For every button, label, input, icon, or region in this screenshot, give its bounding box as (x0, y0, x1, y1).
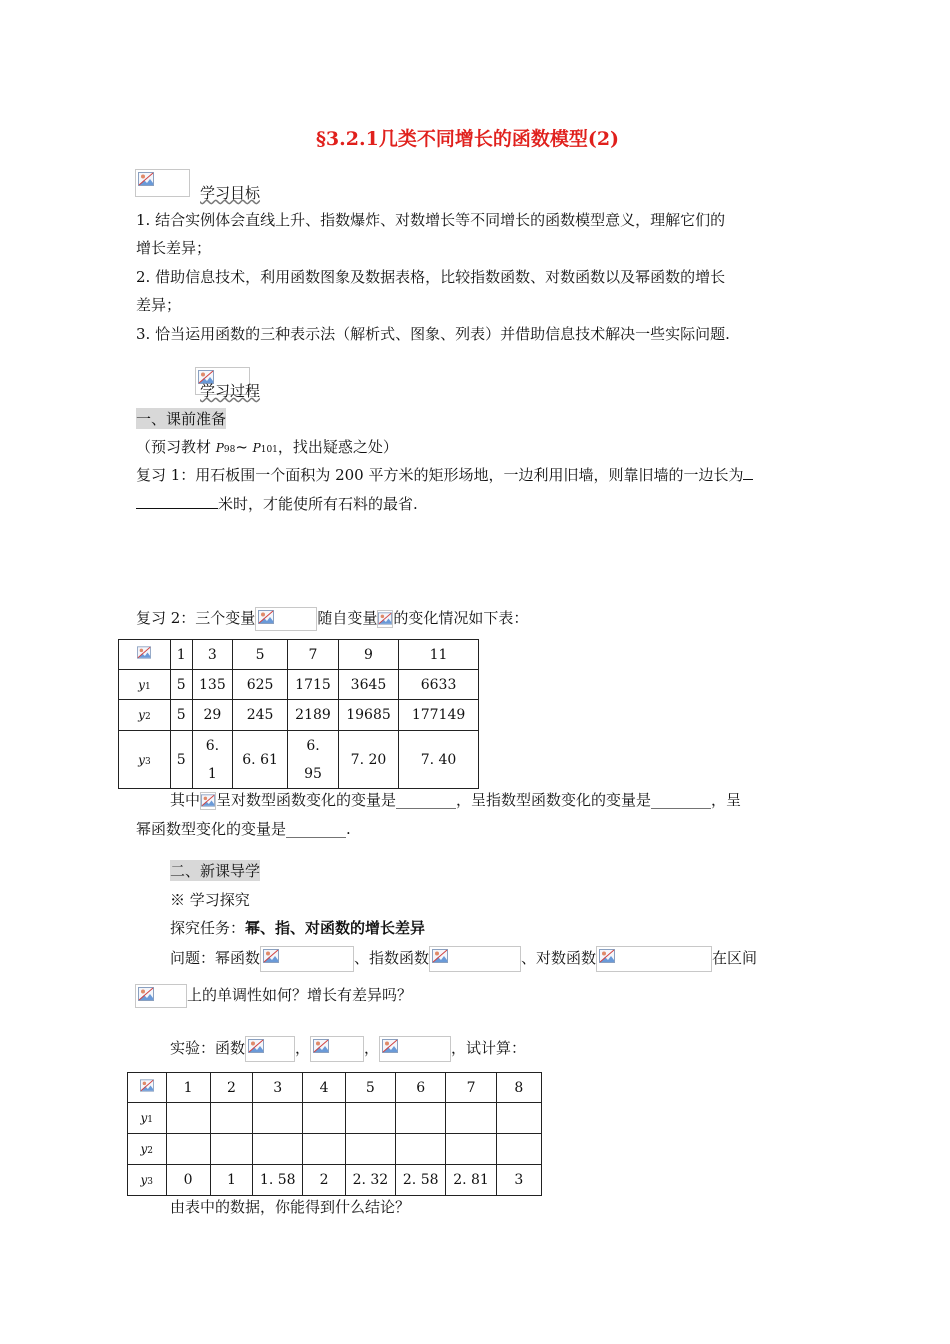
broken-image-icon (378, 612, 392, 625)
question-d: 在区间 (712, 949, 758, 967)
review1-line (136, 464, 753, 485)
table-cell: 0 (166, 1165, 210, 1196)
table-header-cell: 1 (170, 640, 192, 670)
experiment-line (170, 1036, 526, 1062)
page-title: §3.2.1几类不同增长的函数模型(2) (316, 128, 620, 150)
preview-suffix: ，找出疑惑之处） (277, 438, 398, 456)
preview-page-start: 98 (223, 445, 236, 455)
table-cell: 5 (170, 670, 192, 700)
preview-prefix: （预习教材 (136, 438, 216, 456)
question-line (170, 946, 757, 972)
table-cell: 3645 (338, 670, 398, 700)
table-header-cell: 11 (399, 640, 479, 670)
broken-image-icon (432, 949, 448, 963)
image-placeholder (245, 1036, 295, 1062)
table-corner-cell (119, 640, 171, 670)
row-label-sub: 1 (147, 1115, 153, 1125)
table-cell[interactable] (446, 1103, 496, 1134)
table-row (119, 700, 479, 731)
image-placeholder (596, 946, 712, 972)
table-cell: 1. 58 (253, 1165, 303, 1196)
row-label (119, 670, 171, 700)
table-cell: 6. 1 (192, 731, 232, 789)
table-cell: 6633 (399, 670, 479, 700)
table-cell: 6. 61 (233, 731, 288, 789)
review1-line (136, 493, 418, 514)
broken-image-icon (248, 1039, 264, 1053)
conclusion-line: 幂函数型变化的变量是________. (136, 820, 351, 838)
table-header-cell: 7 (288, 640, 339, 670)
review2-suffix: 的变化情况如下表： (393, 609, 529, 627)
data-table-2 (127, 1072, 542, 1196)
table-cell: 2. 32 (345, 1165, 395, 1196)
table-cell: 135 (192, 670, 232, 700)
row-label-var: y (138, 677, 145, 692)
goal-line: 3. 恰当运用函数的三种表示法（解析式、图象、列表）并借助信息技术解决一些实际问题. (136, 325, 730, 343)
review1-text: 复习 1：用石板围一个面积为 200 平方米的矩形场地，一边利用旧墙，则靠旧墙的一边长为 (136, 466, 744, 484)
table-corner-cell (128, 1073, 167, 1103)
table-header-cell: 3 (253, 1073, 303, 1103)
preview-page-end: 101 (260, 445, 278, 455)
broken-image-icon (140, 1079, 154, 1092)
broken-image-icon (138, 172, 154, 186)
table-cell[interactable] (446, 1134, 496, 1165)
broken-image-icon (599, 949, 615, 963)
broken-image-icon (313, 1039, 329, 1053)
table-cell: 2. 81 (446, 1165, 496, 1196)
row-label-var: y (140, 1111, 148, 1125)
conclusion-line (170, 789, 741, 810)
broken-image-icon (382, 1039, 398, 1053)
table-cell: 177149 (399, 700, 479, 731)
table-header-cell: 2 (210, 1073, 252, 1103)
table-header-cell: 5 (345, 1073, 395, 1103)
table-cell: 625 (233, 670, 288, 700)
table-cell[interactable] (396, 1134, 446, 1165)
table-cell[interactable] (496, 1103, 541, 1134)
question-line (135, 984, 412, 1008)
question-c: 、对数函数 (521, 949, 597, 967)
review2-prefix: 复习 2：三个变量 (136, 609, 256, 627)
table-header-cell: 9 (338, 640, 398, 670)
goal-line: 增长差异； (136, 239, 212, 257)
image-placeholder (135, 169, 190, 197)
table-row (128, 1103, 542, 1134)
table-cell: 2189 (288, 700, 339, 731)
table-header-cell: 3 (192, 640, 232, 670)
row-label (128, 1103, 167, 1134)
question-a: 问题：幂函数 (170, 949, 261, 967)
table-row (119, 731, 479, 789)
preview-page: P (252, 441, 261, 455)
preview-sep: ~ (235, 438, 253, 456)
goal-line: 1. 结合实例体会直线上升、指数爆炸、对数增长等不同增长的函数模型意义，理解它们的 (136, 211, 726, 229)
experiment-a: 实验：函数 (170, 1039, 246, 1057)
table-cell[interactable] (166, 1103, 210, 1134)
experiment-sep: ， (295, 1039, 311, 1057)
image-placeholder (377, 610, 393, 628)
broken-image-icon (138, 987, 154, 1001)
broken-image-icon (201, 794, 215, 807)
table-cell: 19685 (338, 700, 398, 731)
table-cell: 6. 95 (288, 731, 339, 789)
row-label-sub: 3 (147, 1177, 153, 1187)
table-cell: 245 (233, 700, 288, 731)
row-label-var: y (140, 1142, 148, 1156)
table-cell[interactable] (303, 1134, 345, 1165)
table-cell: 7. 20 (338, 731, 398, 789)
row-label-sub: 2 (144, 712, 151, 722)
data-table-1 (118, 639, 479, 789)
table-cell[interactable] (345, 1134, 395, 1165)
table-row (128, 1165, 542, 1196)
row-label-var: y (138, 708, 145, 722)
review2-middle: 随自变量 (317, 609, 378, 627)
experiment-sep: ， (364, 1039, 380, 1057)
table-cell: 1715 (288, 670, 339, 700)
table-header-cell: 1 (166, 1073, 210, 1103)
table-cell: 7. 40 (399, 731, 479, 789)
table-cell[interactable] (345, 1103, 395, 1134)
table-header-cell: 7 (446, 1073, 496, 1103)
preview-line (136, 436, 398, 457)
question-e: 上的单调性如何？增长有差异吗？ (187, 986, 413, 1004)
table-cell: 5 (170, 700, 192, 731)
table-cell[interactable] (210, 1103, 252, 1134)
broken-image-icon (258, 610, 274, 624)
table-cell[interactable] (496, 1134, 541, 1165)
question-b: 、指数函数 (354, 949, 430, 967)
task-line (170, 917, 425, 938)
table-cell[interactable] (166, 1134, 210, 1165)
task-prefix: 探究任务： (170, 919, 246, 937)
review1-text: 米时，才能使所有石料的最省. (218, 495, 418, 513)
row-label-sub: 1 (144, 681, 151, 692)
row-label (119, 700, 171, 731)
table-header-cell: 4 (303, 1073, 345, 1103)
row-label (119, 731, 171, 789)
table-cell[interactable] (396, 1103, 446, 1134)
table-header-cell: 5 (233, 640, 288, 670)
broken-image-icon (263, 949, 279, 963)
table-header-cell: 6 (396, 1073, 446, 1103)
image-placeholder (379, 1036, 451, 1062)
final-question: 由表中的数据，你能得到什么结论？ (170, 1198, 411, 1216)
table-header-cell: 8 (496, 1073, 541, 1103)
table-cell: 2 (303, 1165, 345, 1196)
image-placeholder (200, 792, 216, 810)
row-label (128, 1165, 167, 1196)
row-label-sub: 2 (147, 1146, 153, 1156)
row-label-sub: 3 (144, 756, 151, 767)
explore-label: ※ 学习探究 (170, 891, 250, 909)
image-placeholder (260, 946, 354, 972)
table-cell: 29 (192, 700, 232, 731)
table-header-row (128, 1073, 542, 1103)
table-header-row (119, 640, 479, 670)
row-label-var: y (140, 1173, 148, 1187)
table-row (119, 670, 479, 700)
image-placeholder (429, 946, 521, 972)
row-label-var: y (138, 752, 145, 767)
goal-line: 2. 借助信息技术，利用函数图象及数据表格，比较指数函数、对数函数以及幂函数的增长 (136, 268, 726, 286)
image-placeholder (255, 607, 317, 631)
conclusion-b: 呈对数型函数变化的变量是________，呈指数型函数变化的变量是________，呈 (216, 791, 742, 809)
table-cell[interactable] (253, 1103, 303, 1134)
table-cell: 5 (170, 731, 192, 789)
preview-page: P (215, 441, 224, 455)
experiment-b: ，试计算： (451, 1039, 527, 1057)
row-label (128, 1134, 167, 1165)
answer-blank[interactable] (743, 465, 753, 480)
image-placeholder (310, 1036, 364, 1062)
table-row (128, 1134, 542, 1165)
part1-heading: 一、课前准备 (136, 410, 227, 428)
section-process-heading: 学习过程 (200, 382, 261, 400)
table-cell[interactable] (210, 1134, 252, 1165)
image-placeholder (135, 984, 187, 1008)
section-goals-heading: 学习目标 (200, 184, 261, 202)
answer-blank[interactable] (136, 494, 218, 509)
broken-image-icon (137, 646, 151, 659)
table-cell: 3 (496, 1165, 541, 1196)
table-cell[interactable] (253, 1134, 303, 1165)
review2-line (136, 607, 528, 631)
task-title: 幂、指、对函数的增长差异 (245, 919, 426, 937)
part2-heading: 二、新课导学 (170, 862, 261, 880)
table-cell[interactable] (303, 1103, 345, 1134)
table-cell: 1 (210, 1165, 252, 1196)
conclusion-a: 其中 (170, 791, 201, 809)
goal-line: 差异； (136, 296, 182, 314)
table-cell: 2. 58 (396, 1165, 446, 1196)
